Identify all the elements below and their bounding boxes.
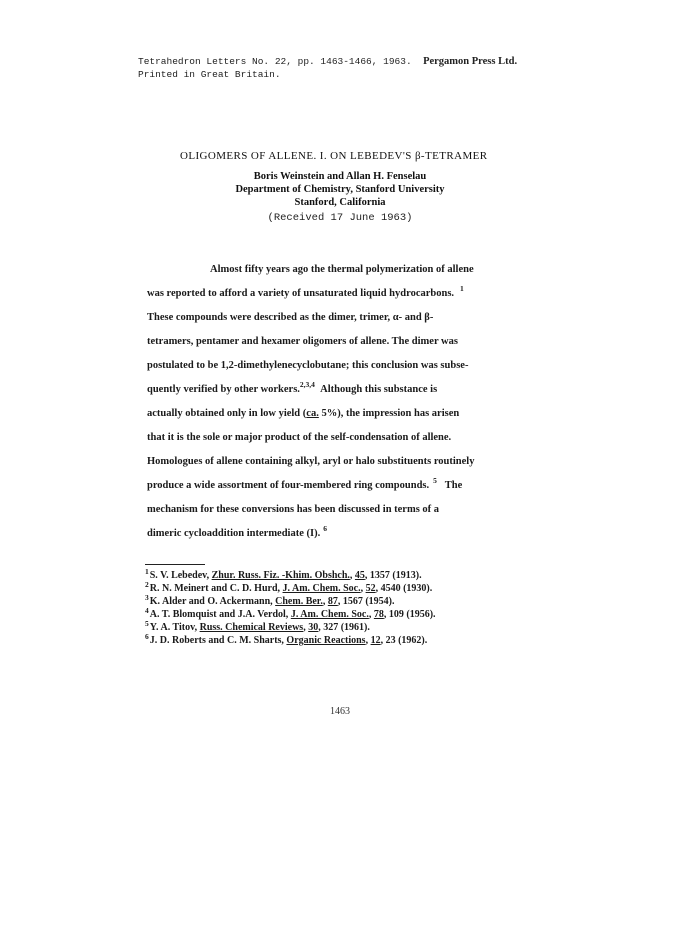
citation-sup: 1	[460, 284, 464, 293]
body-line-4: tetramers, pentamer and hexamer oligomers of allene. The dimer was	[147, 336, 458, 347]
citation-sup: 6	[323, 524, 327, 533]
received-date: (Received 17 June 1963)	[267, 212, 413, 224]
printed-in: Printed in Great Britain.	[138, 69, 281, 80]
body-line-1: Almost fifty years ago the thermal polymerization of allene	[210, 264, 474, 275]
citation-sup: 2,3,4	[299, 380, 315, 389]
footnote-4: $^4$A. T. Blomquist and J.A. Verdol, J. Am. Chem. Soc., 78, 109 (1956).	[145, 606, 436, 620]
page-number: 1463	[330, 706, 350, 717]
footnote-6: $^6$J. D. Roberts and C. M. Sharts, Organic Reactions, 12, 23 (1962).	[145, 632, 428, 646]
footnote-5: $^5$Y. A. Titov, Russ. Chemical Reviews, 30, 327 (1961).	[145, 619, 370, 633]
footnote-1: $^1$S. V. Lebedev, Zhur. Russ. Fiz. -Khim. Obshch., 45, 1357 (1913).	[145, 567, 422, 581]
body-line-5: postulated to be 1,2-dimethylenecyclobutane; this conclusion was subse-	[147, 360, 469, 371]
body-line-10: produce a wide assortment of four-membered ring compounds. $^5$ The	[147, 476, 463, 491]
body-line-7: actually obtained only in low yield (ca. 5%), the impression has arisen	[147, 408, 460, 419]
location: Stanford, California	[294, 197, 386, 208]
body-line-11: mechanism for these conversions has been discussed in terms of a	[147, 504, 440, 515]
affiliation: Department of Chemistry, Stanford University	[235, 184, 445, 195]
body-line-8: that it is the sole or major product of the self-condensation of allene.	[147, 432, 452, 443]
footnote-3: $^3$K. Alder and O. Ackermann, Chem. Ber., 87, 1567 (1954).	[145, 593, 395, 607]
body-line-9: Homologues of allene containing alkyl, aryl or halo substituents routinely	[147, 456, 475, 467]
body-line-6: quently verified by other workers.$^{2,3,4}$ Although this substance is	[147, 380, 438, 395]
footnote-2: $^2$R. N. Meinert and C. D. Hurd, J. Am. Chem. Soc., 52, 4540 (1930).	[145, 580, 433, 594]
article-title: OLIGOMERS OF ALLENE. I. ON LEBEDEV'S β-TETRAMER	[180, 150, 488, 162]
authors: Boris Weinstein and Allan H. Fenselau	[253, 171, 427, 182]
publisher: Pergamon Press Ltd.	[423, 56, 518, 67]
footnote-rule	[145, 564, 205, 565]
citation-sup: 5	[433, 476, 437, 485]
journal-citation: Tetrahedron Letters No. 22, pp. 1463-1466, 1963. Pergamon Press Ltd.	[138, 56, 518, 67]
body-line-3: These compounds were described as the dimer, trimer, α- and β-	[147, 312, 434, 323]
body-line-12: dimeric cycloaddition intermediate (I). $^6$	[147, 524, 327, 539]
body-line-2: was reported to afford a variety of unsaturated liquid hydrocarbons. $^1$	[147, 284, 464, 299]
